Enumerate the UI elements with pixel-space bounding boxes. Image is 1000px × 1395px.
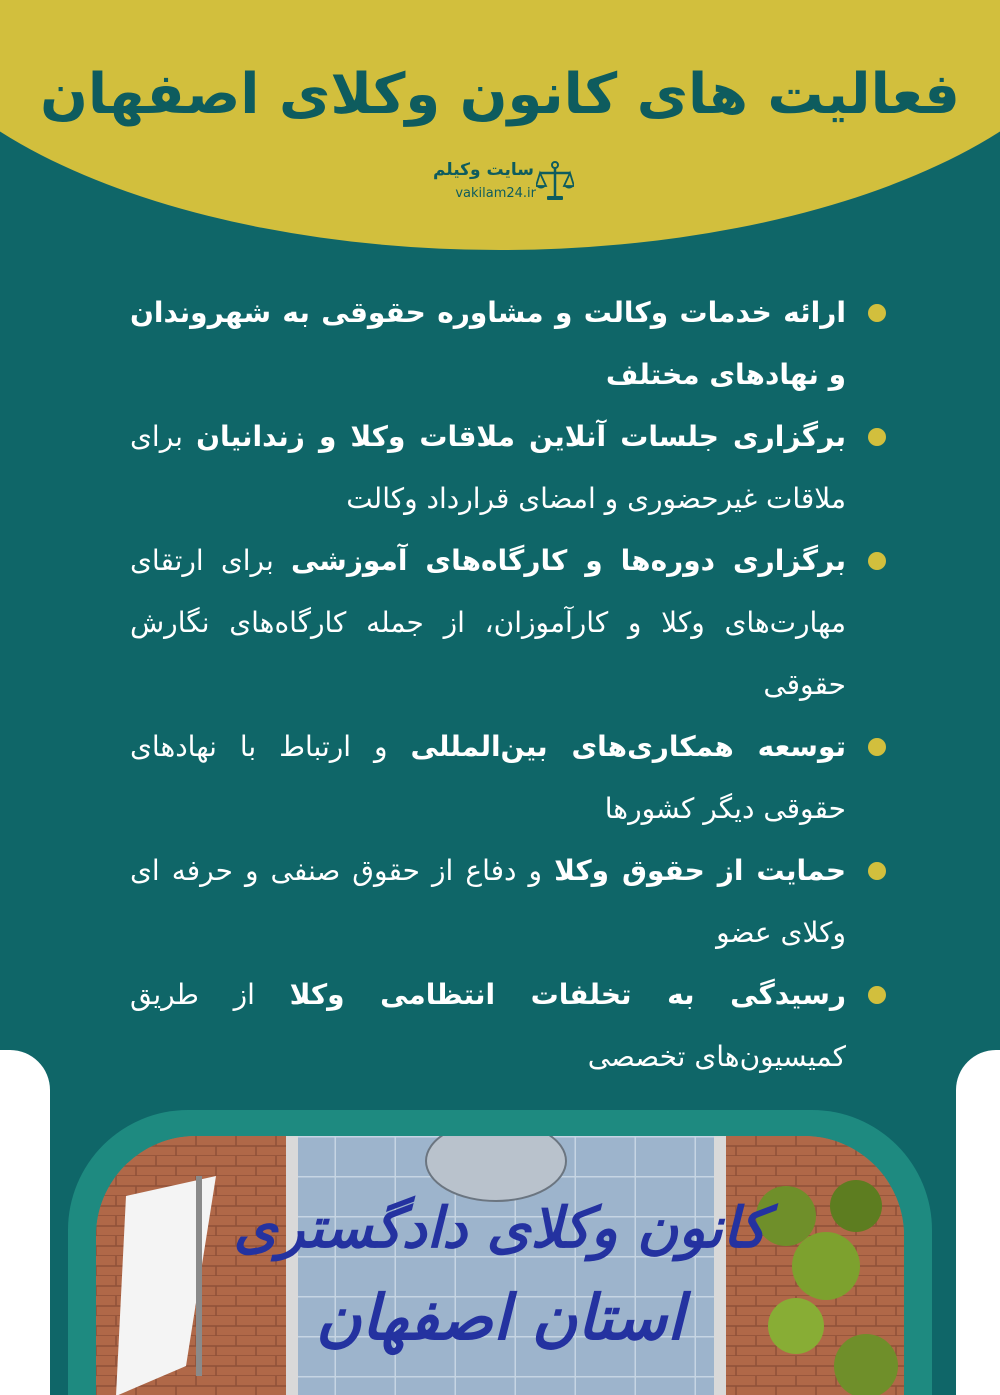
list-item xyxy=(130,716,890,840)
item-bold: ارائه خدمات وکالت و مشاوره حقوقی به شهروندان و نهادهای مختلف xyxy=(130,296,846,391)
building-illustration xyxy=(96,1136,904,1395)
item-text: برای ملاقات غیرحضوری و امضای قرارداد وکالت xyxy=(130,420,846,515)
bullet-icon xyxy=(868,304,886,322)
item-text: و دفاع از حقوق صنفی و حرفه ای وکلای عضو xyxy=(130,854,846,949)
item-bold: برگزاری جلسات آنلاین ملاقات وکلا و زندانیان xyxy=(196,420,847,453)
decor-panel-left xyxy=(0,1050,50,1395)
building-photo xyxy=(96,1136,904,1395)
sign-text-line1: کانون وکلای دادگستری xyxy=(233,1196,767,1261)
bullet-icon xyxy=(868,738,886,756)
item-bold: توسعه همکاری‌های بین‌المللی xyxy=(410,730,847,763)
scales-of-justice-icon xyxy=(536,160,574,202)
site-logo[interactable] xyxy=(420,158,580,208)
activities-list xyxy=(130,282,890,1088)
sign-text-line2: استان اصفهان xyxy=(315,1281,685,1354)
bullet-icon xyxy=(868,428,886,446)
logo-text-en: vakilam24.ir xyxy=(455,186,536,201)
bullet-icon xyxy=(868,986,886,1004)
item-text: برای ارتقای مهارت‌های وکلا و کارآموزان، از جمله کارگاه‌های نگارش حقوقی xyxy=(130,544,846,701)
bullet-icon xyxy=(868,552,886,570)
decor-panel-right xyxy=(956,1050,1000,1395)
item-bold: رسیدگی به تخلفات انتظامی وکلا xyxy=(289,978,846,1011)
bullet-icon xyxy=(868,862,886,880)
item-text: و ارتباط با نهادهای حقوقی دیگر کشورها xyxy=(130,730,846,825)
list-item xyxy=(130,406,890,530)
list-item xyxy=(130,282,890,406)
list-item xyxy=(130,964,890,1088)
logo-text-fa: سایت وکیلم xyxy=(432,160,534,180)
list-item xyxy=(130,530,890,716)
item-bold: برگزاری دوره‌ها و کارگاه‌های آموزشی xyxy=(290,544,847,577)
page-title: فعالیت های کانون وکلای اصفهان xyxy=(40,62,960,127)
item-text: از طریق کمیسیون‌های تخصصی xyxy=(130,978,846,1073)
item-bold: حمایت از حقوق وکلا xyxy=(554,854,846,887)
list-item xyxy=(130,840,890,964)
